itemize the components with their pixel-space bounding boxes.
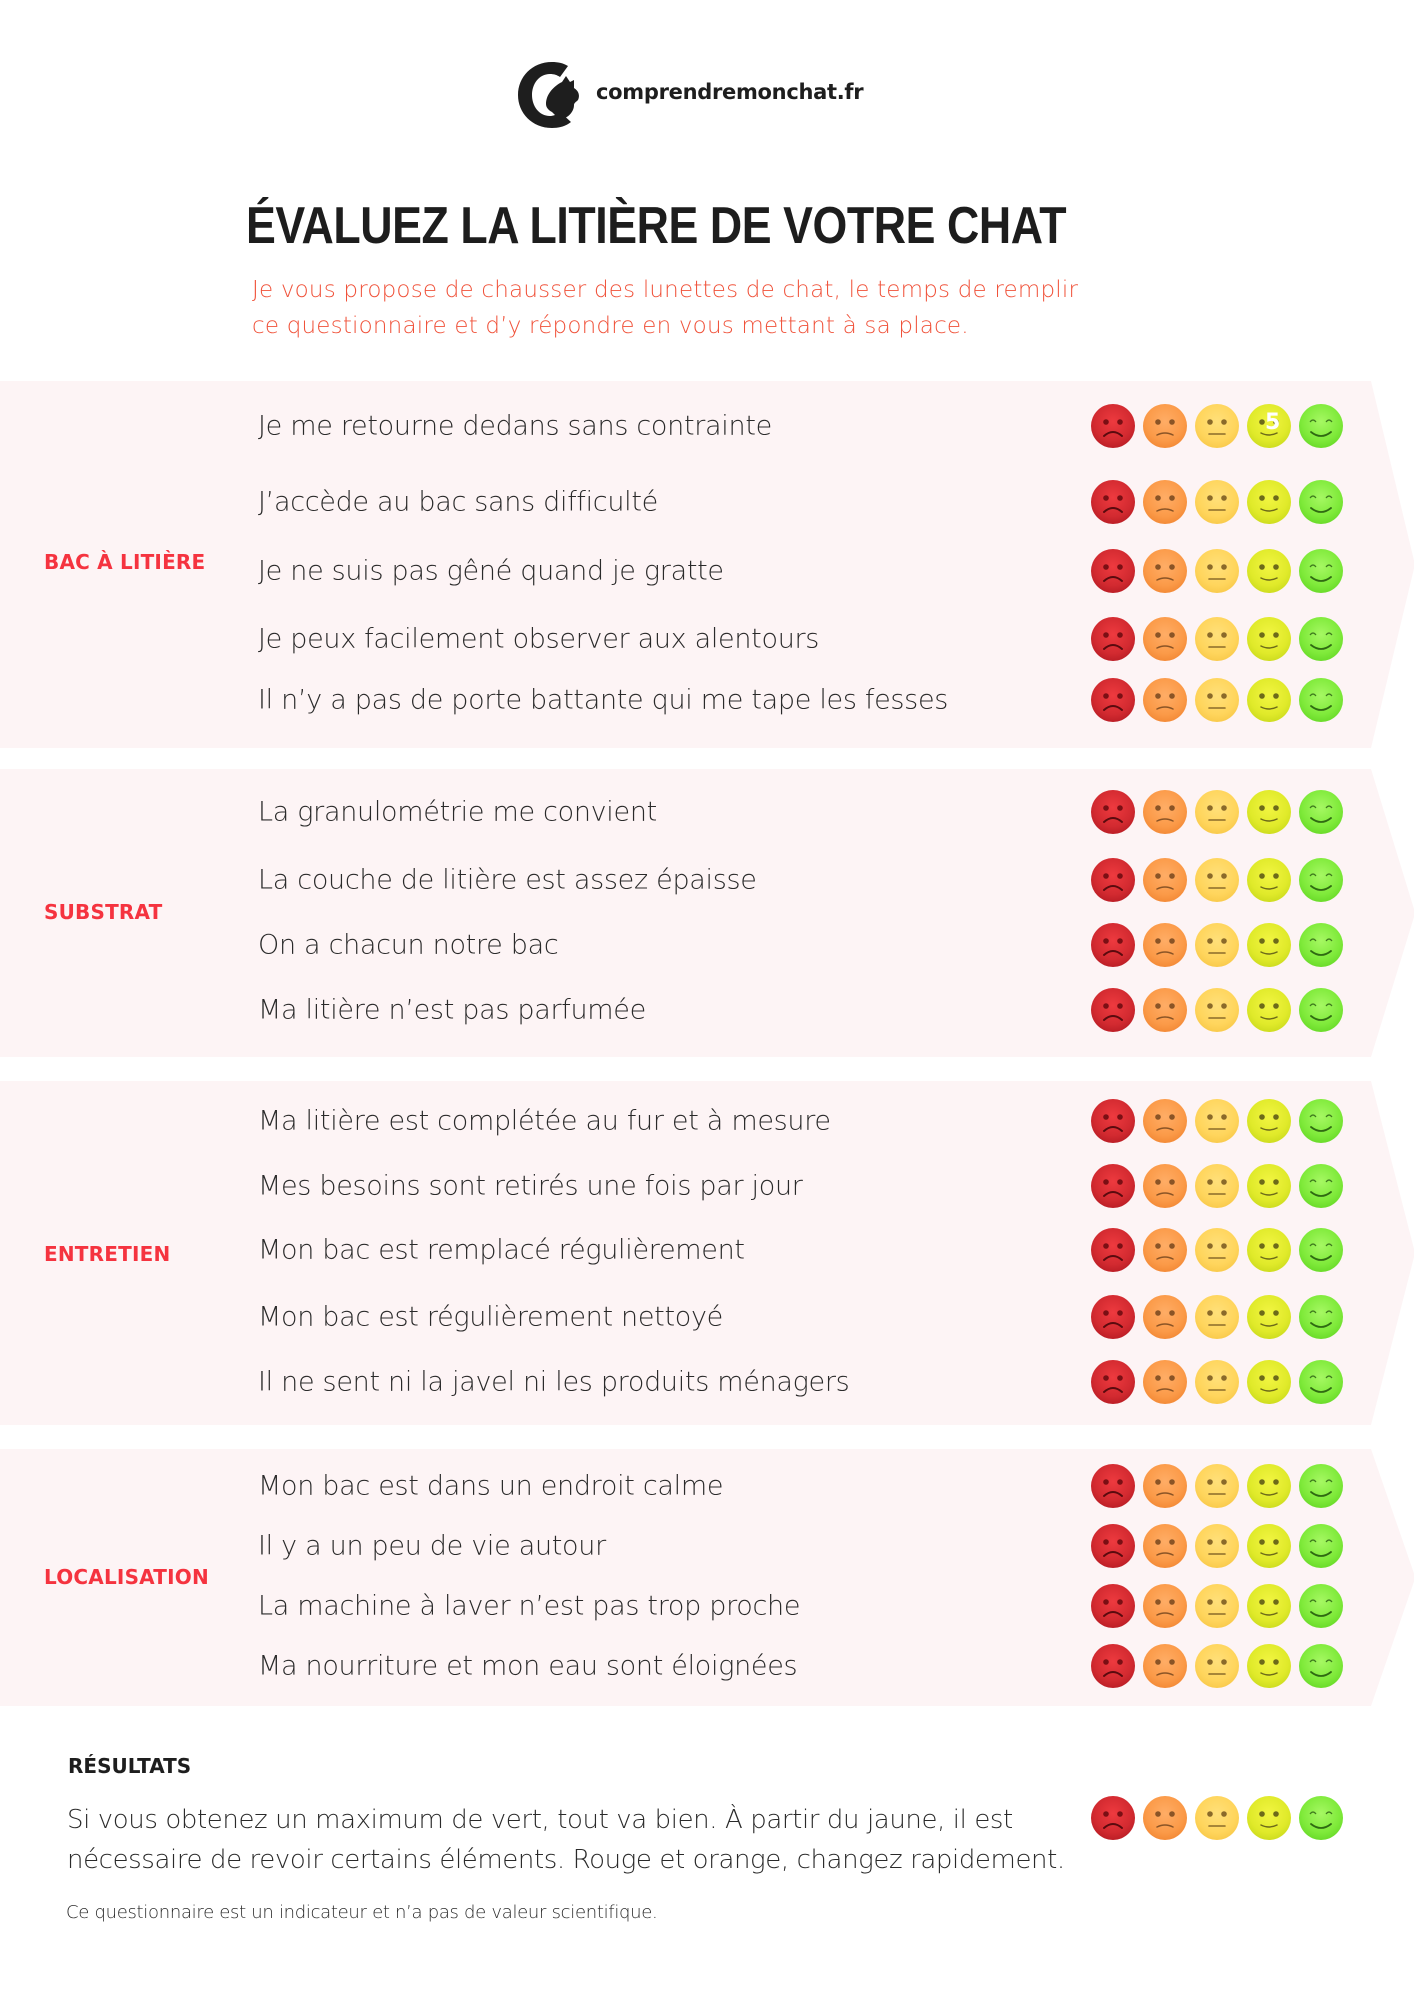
unhappy-orange-face-icon[interactable] [1143,1796,1187,1840]
disclaimer-footnote: Ce questionnaire est un indicateur et n’a pas de valeur scientifique. [66,1902,658,1923]
question-text: La granulométrie me convient [258,796,657,828]
slight-smile-yellowgreen-face-icon[interactable] [1247,988,1291,1032]
sad-red-face-glyph-icon [1091,617,1135,661]
unhappy-orange-face-glyph-icon [1143,858,1187,902]
subtitle-line-2: ce questionnaire et d’y répondre en vous mettant à sa place. [252,313,969,339]
happy-green-face-glyph-icon [1299,923,1343,967]
slight-smile-yellowgreen-face-glyph-icon [1247,1164,1291,1208]
rating-marker-number: 5 [1265,410,1281,435]
happy-green-face-icon[interactable] [1299,480,1343,524]
neutral-yellow-face-glyph-icon [1195,790,1239,834]
neutral-yellow-face-glyph-icon [1195,404,1239,448]
sad-red-face-glyph-icon [1091,988,1135,1032]
unhappy-orange-face-icon[interactable] [1143,1099,1187,1143]
sad-red-face-icon[interactable] [1091,1796,1135,1840]
slight-smile-yellowgreen-face-icon[interactable] [1247,480,1291,524]
results-line-2: nécessaire de revoir certains éléments. Rouge et orange, changez rapidement. [67,1845,1065,1875]
slight-smile-yellowgreen-face-icon[interactable] [1247,678,1291,722]
rating-row [1091,790,1353,834]
slight-smile-yellowgreen-face-glyph-icon [1247,617,1291,661]
slight-smile-yellowgreen-face-icon[interactable] [1247,923,1291,967]
sad-red-face-icon[interactable] [1091,1099,1135,1143]
rating-row [1091,678,1353,722]
happy-green-face-icon[interactable] [1299,1584,1343,1628]
unhappy-orange-face-icon[interactable] [1143,480,1187,524]
slight-smile-yellowgreen-face-glyph-icon [1247,1584,1291,1628]
rating-row [1091,480,1353,524]
unhappy-orange-face-icon[interactable] [1143,549,1187,593]
question-text: Je me retourne dedans sans contrainte [258,410,772,442]
question-text: Mon bac est remplacé régulièrement [258,1234,745,1266]
happy-green-face-glyph-icon [1299,1164,1343,1208]
slight-smile-yellowgreen-face-glyph-icon [1247,1099,1291,1143]
neutral-yellow-face-glyph-icon [1195,1524,1239,1568]
unhappy-orange-face-glyph-icon [1143,617,1187,661]
question-text: Il y a un peu de vie autour [258,1530,606,1562]
slight-smile-yellowgreen-face-glyph-icon [1247,1524,1291,1568]
section-entretien [0,1081,1414,1425]
question-text: Il ne sent ni la javel ni les produits ménagers [258,1366,850,1398]
slight-smile-yellowgreen-face-icon[interactable] [1247,549,1291,593]
neutral-yellow-face-glyph-icon [1195,1295,1239,1339]
slight-smile-yellowgreen-face-glyph-icon [1247,1644,1291,1688]
question-text: Mes besoins sont retirés une fois par jour [258,1170,803,1202]
happy-green-face-icon[interactable] [1299,790,1343,834]
sad-red-face-icon[interactable] [1091,1464,1135,1508]
slight-smile-yellowgreen-face-glyph-icon [1247,549,1291,593]
slight-smile-yellowgreen-face-icon[interactable] [1247,1464,1291,1508]
slight-smile-yellowgreen-face-icon[interactable] [1247,617,1291,661]
slight-smile-yellowgreen-face-glyph-icon [1247,1796,1291,1840]
question-text: Ma nourriture et mon eau sont éloignées [258,1650,798,1682]
unhappy-orange-face-icon[interactable] [1143,923,1187,967]
unhappy-orange-face-icon[interactable] [1143,617,1187,661]
sad-red-face-icon[interactable] [1091,678,1135,722]
unhappy-orange-face-glyph-icon [1143,1796,1187,1840]
unhappy-orange-face-icon[interactable] [1143,1360,1187,1404]
neutral-yellow-face-icon[interactable] [1195,1164,1239,1208]
unhappy-orange-face-glyph-icon [1143,1360,1187,1404]
happy-green-face-icon[interactable] [1299,988,1343,1032]
sad-red-face-glyph-icon [1091,923,1135,967]
rating-row [1091,1360,1353,1404]
unhappy-orange-face-glyph-icon [1143,549,1187,593]
rating-row [1091,988,1353,1032]
unhappy-orange-face-glyph-icon [1143,1644,1187,1688]
question-text: Je ne suis pas gêné quand je gratte [258,555,724,587]
rating-row [1091,549,1353,593]
neutral-yellow-face-icon[interactable] [1195,1228,1239,1272]
happy-green-face-glyph-icon [1299,549,1343,593]
section-label: ENTRETIEN [44,1242,171,1266]
neutral-yellow-face-icon[interactable] [1195,790,1239,834]
sad-red-face-icon[interactable] [1091,1584,1135,1628]
rating-row [1091,1524,1353,1568]
slight-smile-yellowgreen-face-icon[interactable] [1247,1295,1291,1339]
question-text: La couche de litière est assez épaisse [258,864,757,896]
sad-red-face-glyph-icon [1091,1796,1135,1840]
sad-red-face-glyph-icon [1091,1464,1135,1508]
unhappy-orange-face-icon[interactable] [1143,1295,1187,1339]
happy-green-face-icon[interactable] [1299,858,1343,902]
unhappy-orange-face-glyph-icon [1143,1524,1187,1568]
sad-red-face-glyph-icon [1091,1360,1135,1404]
subtitle-line-1: Je vous propose de chausser des lunettes de chat, le temps de remplir [252,277,1079,303]
question-text: Ma litière n’est pas parfumée [258,994,646,1026]
page-title: ÉVALUEZ LA LITIÈRE DE VOTRE CHAT [246,197,1067,255]
happy-green-face-glyph-icon [1299,404,1343,448]
slight-smile-yellowgreen-face-glyph-icon [1247,923,1291,967]
sad-red-face-glyph-icon [1091,1584,1135,1628]
sad-red-face-icon[interactable] [1091,549,1135,593]
unhappy-orange-face-icon[interactable] [1143,988,1187,1032]
unhappy-orange-face-icon[interactable] [1143,858,1187,902]
cat-head-c-logo-icon [516,60,582,130]
unhappy-orange-face-glyph-icon [1143,1164,1187,1208]
happy-green-face-glyph-icon [1299,988,1343,1032]
happy-green-face-glyph-icon [1299,1295,1343,1339]
question-text: Ma litière est complétée au fur et à mesure [258,1105,831,1137]
neutral-yellow-face-icon[interactable] [1195,617,1239,661]
happy-green-face-glyph-icon [1299,480,1343,524]
sad-red-face-glyph-icon [1091,1228,1135,1272]
slight-smile-yellowgreen-face-glyph-icon [1247,858,1291,902]
unhappy-orange-face-glyph-icon [1143,1584,1187,1628]
sad-red-face-icon[interactable] [1091,988,1135,1032]
happy-green-face-icon[interactable] [1299,549,1343,593]
neutral-yellow-face-icon[interactable] [1195,1584,1239,1628]
slight-smile-yellowgreen-face-icon[interactable] [1247,1228,1291,1272]
slight-smile-yellowgreen-face-glyph-icon [1247,678,1291,722]
slight-smile-yellowgreen-face-icon[interactable] [1247,790,1291,834]
happy-green-face-glyph-icon [1299,1584,1343,1628]
neutral-yellow-face-glyph-icon [1195,549,1239,593]
happy-green-face-icon[interactable] [1299,1295,1343,1339]
neutral-yellow-face-glyph-icon [1195,858,1239,902]
neutral-yellow-face-icon[interactable] [1195,549,1239,593]
unhappy-orange-face-icon[interactable] [1143,1584,1187,1628]
rating-row [1091,1295,1353,1339]
brand-name: comprendremonchat.fr [596,80,864,104]
section-label: BAC À LITIÈRE [44,550,206,574]
rating-row [1091,923,1353,967]
slight-smile-yellowgreen-face-icon[interactable] [1247,1796,1291,1840]
unhappy-orange-face-icon[interactable] [1143,1464,1187,1508]
unhappy-orange-face-icon[interactable] [1143,790,1187,834]
slight-smile-yellowgreen-face-glyph-icon [1247,988,1291,1032]
sad-red-face-glyph-icon [1091,790,1135,834]
neutral-yellow-face-glyph-icon [1195,923,1239,967]
sad-red-face-glyph-icon [1091,858,1135,902]
neutral-yellow-face-icon[interactable] [1195,1360,1239,1404]
results-heading: RÉSULTATS [68,1754,192,1778]
unhappy-orange-face-icon[interactable] [1143,1644,1187,1688]
sad-red-face-icon[interactable] [1091,617,1135,661]
slight-smile-yellowgreen-face-icon[interactable] [1247,1099,1291,1143]
slight-smile-yellowgreen-face-icon[interactable] [1247,1524,1291,1568]
neutral-yellow-face-icon[interactable] [1195,1295,1239,1339]
results-line-1: Si vous obtenez un maximum de vert, tout va bien. À partir du jaune, il est [67,1805,1013,1835]
happy-green-face-icon[interactable] [1299,1464,1343,1508]
neutral-yellow-face-icon[interactable] [1195,678,1239,722]
question-text: Je peux facilement observer aux alentours [258,623,820,655]
unhappy-orange-face-glyph-icon [1143,1228,1187,1272]
slight-smile-yellowgreen-face-icon[interactable] [1247,1584,1291,1628]
neutral-yellow-face-icon[interactable] [1195,1644,1239,1688]
happy-green-face-icon[interactable] [1299,1524,1343,1568]
happy-green-face-icon[interactable] [1299,1360,1343,1404]
rating-row [1091,1164,1353,1208]
happy-green-face-icon[interactable] [1299,1164,1343,1208]
section-bac-à-litière [0,381,1414,748]
unhappy-orange-face-glyph-icon [1143,1464,1187,1508]
happy-green-face-icon[interactable] [1299,1796,1343,1840]
sad-red-face-icon[interactable] [1091,923,1135,967]
happy-green-face-glyph-icon [1299,1099,1343,1143]
slight-smile-yellowgreen-face-icon[interactable] [1247,1644,1291,1688]
question-text: J’accède au bac sans difficulté [258,486,658,518]
sad-red-face-glyph-icon [1091,1524,1135,1568]
rating-row [1091,1584,1353,1628]
happy-green-face-glyph-icon [1299,617,1343,661]
unhappy-orange-face-glyph-icon [1143,678,1187,722]
neutral-yellow-face-icon[interactable] [1195,988,1239,1032]
slight-smile-yellowgreen-face-icon[interactable] [1247,858,1291,902]
neutral-yellow-face-icon[interactable] [1195,1796,1239,1840]
sad-red-face-glyph-icon [1091,1164,1135,1208]
sad-red-face-icon[interactable] [1091,858,1135,902]
neutral-yellow-face-glyph-icon [1195,1164,1239,1208]
page-subtitle [252,272,1078,344]
section-substrat [0,769,1414,1057]
rating-row [1091,617,1353,661]
slight-smile-yellowgreen-face-glyph-icon [1247,1295,1291,1339]
sad-red-face-glyph-icon [1091,549,1135,593]
sad-red-face-icon[interactable] [1091,1228,1135,1272]
happy-green-face-glyph-icon [1299,858,1343,902]
happy-green-face-glyph-icon [1299,1644,1343,1688]
slight-smile-yellowgreen-face-glyph-icon [1247,1360,1291,1404]
slight-smile-yellowgreen-face-glyph-icon [1247,1228,1291,1272]
sad-red-face-glyph-icon [1091,1295,1135,1339]
neutral-yellow-face-glyph-icon [1195,1464,1239,1508]
neutral-yellow-face-glyph-icon [1195,480,1239,524]
brand-logo [516,60,582,130]
rating-row [1091,1228,1353,1272]
sad-red-face-icon[interactable] [1091,404,1135,448]
slight-smile-yellowgreen-face-icon[interactable] [1247,1164,1291,1208]
unhappy-orange-face-glyph-icon [1143,1099,1187,1143]
results-text [67,1800,1065,1880]
neutral-yellow-face-glyph-icon [1195,1796,1239,1840]
sad-red-face-icon[interactable] [1091,480,1135,524]
slight-smile-yellowgreen-face-icon[interactable] [1247,1360,1291,1404]
sad-red-face-glyph-icon [1091,404,1135,448]
neutral-yellow-face-glyph-icon [1195,617,1239,661]
neutral-yellow-face-glyph-icon [1195,988,1239,1032]
unhappy-orange-face-glyph-icon [1143,988,1187,1032]
section-label: SUBSTRAT [44,900,163,924]
sad-red-face-icon[interactable] [1091,790,1135,834]
sad-red-face-icon[interactable] [1091,1644,1135,1688]
sad-red-face-glyph-icon [1091,1099,1135,1143]
happy-green-face-glyph-icon [1299,1228,1343,1272]
happy-green-face-glyph-icon [1299,790,1343,834]
question-text: Il n’y a pas de porte battante qui me tape les fesses [258,684,949,716]
sad-red-face-glyph-icon [1091,480,1135,524]
sad-red-face-icon[interactable] [1091,1164,1135,1208]
neutral-yellow-face-glyph-icon [1195,1228,1239,1272]
question-text: On a chacun notre bac [258,929,559,961]
rating-row [1091,858,1353,902]
slight-smile-yellowgreen-face-glyph-icon [1247,480,1291,524]
unhappy-orange-face-glyph-icon [1143,923,1187,967]
sad-red-face-icon[interactable] [1091,1524,1135,1568]
neutral-yellow-face-icon[interactable] [1195,923,1239,967]
slight-smile-yellowgreen-face-glyph-icon [1247,790,1291,834]
neutral-yellow-face-glyph-icon [1195,1099,1239,1143]
neutral-yellow-face-icon[interactable] [1195,404,1239,448]
neutral-yellow-face-icon[interactable] [1195,858,1239,902]
unhappy-orange-face-icon[interactable] [1143,1228,1187,1272]
happy-green-face-glyph-icon [1299,1464,1343,1508]
happy-green-face-icon[interactable] [1299,1099,1343,1143]
unhappy-orange-face-glyph-icon [1143,790,1187,834]
happy-green-face-icon[interactable] [1299,678,1343,722]
section-label: LOCALISATION [44,1565,209,1589]
sad-red-face-icon[interactable] [1091,1360,1135,1404]
rating-row [1091,1644,1353,1688]
unhappy-orange-face-icon[interactable] [1143,1524,1187,1568]
results-rating-legend [1091,1796,1353,1840]
neutral-yellow-face-glyph-icon [1195,1584,1239,1628]
neutral-yellow-face-icon[interactable] [1195,1464,1239,1508]
sad-red-face-glyph-icon [1091,1644,1135,1688]
sad-red-face-icon[interactable] [1091,1295,1135,1339]
neutral-yellow-face-glyph-icon [1195,1644,1239,1688]
neutral-yellow-face-icon[interactable] [1195,1524,1239,1568]
question-text: La machine à laver n’est pas trop proche [258,1590,801,1622]
question-text: Mon bac est régulièrement nettoyé [258,1301,723,1333]
happy-green-face-icon[interactable] [1299,404,1343,448]
happy-green-face-glyph-icon [1299,1796,1343,1840]
neutral-yellow-face-glyph-icon [1195,678,1239,722]
neutral-yellow-face-icon[interactable] [1195,1099,1239,1143]
unhappy-orange-face-icon[interactable] [1143,1164,1187,1208]
happy-green-face-glyph-icon [1299,1360,1343,1404]
section-localisation [0,1449,1414,1706]
question-text: Mon bac est dans un endroit calme [258,1470,724,1502]
happy-green-face-glyph-icon [1299,678,1343,722]
slight-smile-yellowgreen-face-icon[interactable] [1247,404,1291,448]
neutral-yellow-face-icon[interactable] [1195,480,1239,524]
happy-green-face-glyph-icon [1299,1524,1343,1568]
happy-green-face-icon[interactable] [1299,617,1343,661]
happy-green-face-icon[interactable] [1299,1228,1343,1272]
rating-row [1091,404,1353,448]
neutral-yellow-face-glyph-icon [1195,1360,1239,1404]
unhappy-orange-face-glyph-icon [1143,1295,1187,1339]
happy-green-face-icon[interactable] [1299,923,1343,967]
unhappy-orange-face-glyph-icon [1143,480,1187,524]
unhappy-orange-face-glyph-icon [1143,404,1187,448]
unhappy-orange-face-icon[interactable] [1143,404,1187,448]
rating-row [1091,1099,1353,1143]
sad-red-face-glyph-icon [1091,678,1135,722]
slight-smile-yellowgreen-face-glyph-icon [1247,1464,1291,1508]
rating-row [1091,1464,1353,1508]
happy-green-face-icon[interactable] [1299,1644,1343,1688]
unhappy-orange-face-icon[interactable] [1143,678,1187,722]
